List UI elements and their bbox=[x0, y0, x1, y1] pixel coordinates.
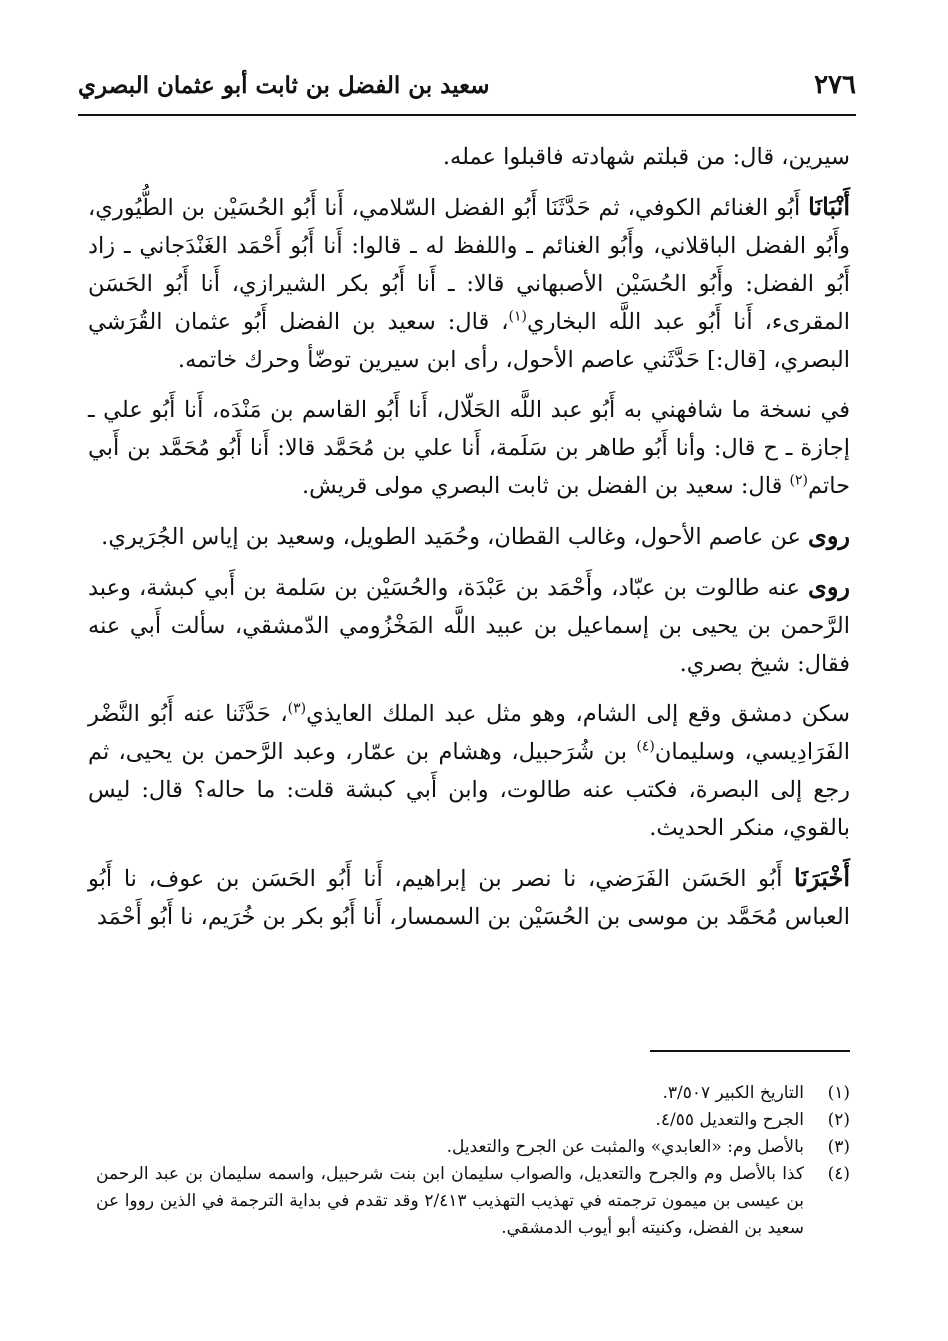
paragraph-6-text-a: سكن دمشق وقع إلى الشام، وهو مثل عبد الملك العايذي bbox=[306, 701, 850, 727]
paragraph-5-lead: روى bbox=[808, 572, 850, 601]
paragraph-2-text-b: ، قال: سعيد بن الفضل أَبُو عثمان القُرَشي البصري، [قال:] حَدَّثَني عاصم الأحول، رأى ابن سيرين توضّأ وحرك خاتمه. bbox=[88, 309, 850, 373]
paragraph-4-text: عن عاصم الأحول، وغالب القطان، وحُمَيد الطويل، وسعيد بن إياس الجُرَيري. bbox=[101, 524, 809, 550]
paragraph-6-text-b: ، حَدَّثَنا عنه أَبُو النَّضْر الفَرَادِيسي، وسليمان bbox=[88, 701, 850, 765]
paragraph-1 bbox=[88, 138, 850, 176]
footnote-number: (٣) bbox=[827, 1137, 850, 1157]
footnote-text: الجرح والتعديل ٤/٥٥. bbox=[655, 1110, 804, 1130]
footnote-item bbox=[96, 1134, 850, 1161]
footnote-rule bbox=[650, 1050, 850, 1052]
paragraph-2-text-a: أَبُو الغنائم الكوفي، ثم حَدَّثَنَا أَبُو الفضل السّلامي، أَنا أَبُو الحُسَيْن بن الطُّيُوري، وأَبُو الفضل الباقلاني، وأَبُو الغنائم ـ واللفظ له ـ قالوا: أَنا أَبُو أَحْمَد الغَنْدَجاني ـ زاد أَبُو الفضل: وأَبُو الحُسَيْن الأصبهاني قالا: ـ أَنا أَبُو بكر الشيرازي، أَنا أَبُو الحَسَن المقرىء، أَنا أَبُو عبد اللَّه البخاري bbox=[88, 195, 850, 335]
footnote-ref-1: (١) bbox=[508, 308, 527, 325]
paragraph-7-lead: أَخْبَرَنَا bbox=[794, 863, 850, 892]
paragraph-3-text-a: في نسخة ما شافهني به أَبُو عبد اللَّه الحَلّال، أَنا أَبُو القاسم بن مَنْدَه، أَنا أَبُو علي ـ إجازة ـ ح قال: وأنا أَبُو طاهر بن سَلَمة، أَنا علي بن مُحَمَّد قالا: أَنا أَبُو مُحَمَّد بن أَبي حاتم bbox=[88, 397, 850, 499]
footnotes bbox=[96, 1080, 850, 1242]
paragraph-2-lead: أَنْبَانَا bbox=[808, 192, 850, 221]
footnote-number: (٤) bbox=[827, 1164, 850, 1184]
footnote-text: التاريخ الكبير ٣/٥٠٧. bbox=[662, 1083, 804, 1103]
paragraph-6-text-c: بن شُرَحبيل، وهشام بن عمّار، وعبد الرَّحمن بن يحيى، ثم رجع إلى البصرة، فكتب عنه طالوت، وابن أَبي كبشة قلت: ما حاله؟ قال: ليس بالقوي، منكر الحديث. bbox=[88, 739, 850, 841]
paragraph-3-text-b: قال: سعيد بن الفضل بن ثابت البصري مولى قريش. bbox=[302, 473, 790, 499]
paragraph-7 bbox=[88, 859, 850, 936]
footnote-number: (٢) bbox=[827, 1110, 850, 1130]
paragraph-4-lead: روى bbox=[808, 521, 850, 550]
footnote-ref-2: (٢) bbox=[789, 472, 808, 489]
footnote-text: كذا بالأصل وم والجرح والتعديل، والصواب سليمان ابن بنت شرحبيل، واسمه سليمان بن عبد الرحمن بن عيسى بن ميمون ترجمته في تهذيب التهذيب ٢/٤١٣ وقد تقدم في بداية الترجمة في الذين رووا عن سعيد بن الفضل، وكنيته أبو أيوب الدمشقي. bbox=[96, 1164, 804, 1238]
paragraph-5-text: عنه طالوت بن عبّاد، وأَحْمَد بن عَبْدَة، والحُسَيْن بن سَلمة بن أَبي كبشة، وعبد الرَّحمن بن يحيى بن إسماعيل بن عبيد اللَّه المَخْزُومي الدّمشقي، سألت أَبي عنه فقال: شيخ بصري. bbox=[88, 575, 850, 677]
footnote-item bbox=[96, 1161, 850, 1242]
footnote-item bbox=[96, 1080, 850, 1107]
footnote-ref-3: (٣) bbox=[287, 700, 307, 717]
paragraph-5 bbox=[88, 568, 850, 683]
footnote-item bbox=[96, 1107, 850, 1134]
main-text bbox=[88, 138, 850, 948]
paragraph-7-text: أَبُو الحَسَن الفَرَضي، نا نصر بن إبراهيم، أَنا أَبُو الحَسَن بن عوف، نا أَبُو العباس مُحَمَّد بن موسى بن الحُسَيْن بن السمسار، أَنا أَبُو بكر بن خُرَيم، نا أَبُو أَحْمَد bbox=[88, 866, 850, 930]
header-rule bbox=[78, 114, 856, 116]
paragraph-6 bbox=[88, 695, 850, 847]
footnote-number: (١) bbox=[827, 1083, 850, 1103]
paragraph-2 bbox=[88, 188, 850, 379]
paragraph-3 bbox=[88, 391, 850, 505]
footnote-text: بالأصل وم: «العابدي» والمثبت عن الجرح والتعديل. bbox=[446, 1137, 804, 1157]
page-header bbox=[78, 66, 856, 114]
paragraph-4 bbox=[88, 517, 850, 556]
footnote-ref-4: (٤) bbox=[636, 738, 655, 755]
page-number: ٢٧٦ bbox=[814, 70, 856, 100]
paragraph-1-text: سيرين، قال: من قبلتم شهادته فاقبلوا عمله. bbox=[442, 144, 850, 170]
running-title: سعيد بن الفضل بن ثابت أبو عثمان البصري bbox=[78, 72, 490, 99]
